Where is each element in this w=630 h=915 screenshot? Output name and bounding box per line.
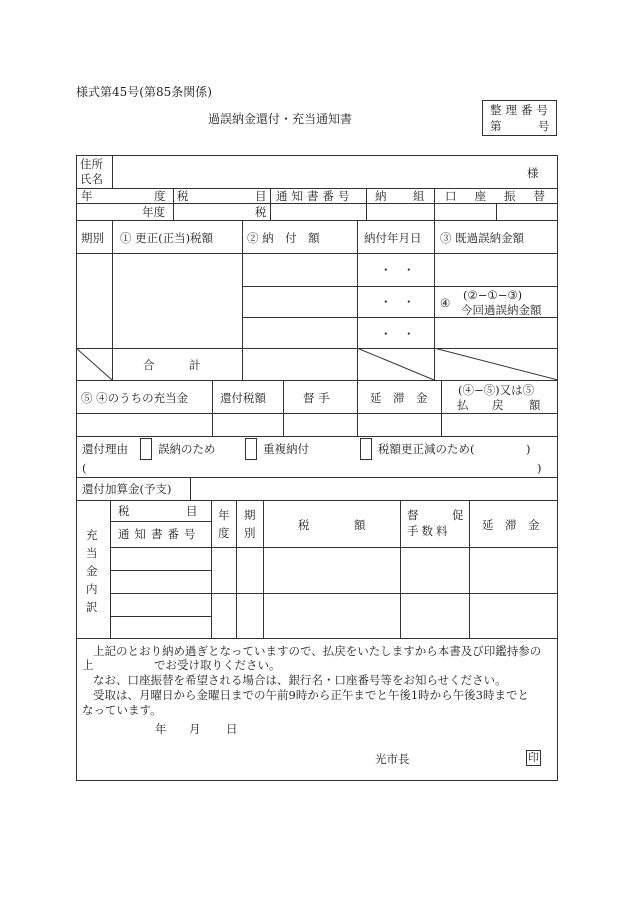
col-existing-overpayment: ③ 既過誤納金額 bbox=[440, 231, 525, 245]
col-refund-tax: 還付税額 bbox=[220, 391, 266, 405]
col-delay-charge: 延 滞 金 bbox=[370, 391, 428, 405]
reason-checkbox-duplicate[interactable] bbox=[245, 438, 257, 460]
address-label: 住所 bbox=[80, 157, 103, 171]
col-payment-date: 納付年月日 bbox=[364, 231, 422, 245]
reference-number-label: 整理番号 bbox=[490, 103, 552, 117]
payment-date-1: ・ ・ bbox=[380, 263, 415, 277]
alloc-notice-number: 通知書番号 bbox=[118, 527, 201, 541]
reason-paren-open: ( bbox=[82, 461, 87, 475]
alloc-fee-c: 手数料 bbox=[407, 524, 451, 538]
header-fiscal-year: 年度 bbox=[142, 205, 165, 219]
note-line-5: なっています。 bbox=[82, 703, 162, 717]
refund-label-b: 戻 bbox=[492, 398, 504, 412]
header-tax: 税 bbox=[177, 189, 189, 203]
alloc-delay-charge: 延 滞 金 bbox=[482, 518, 540, 532]
col-period: 期別 bbox=[81, 231, 104, 245]
alloc-fee-b: 促 bbox=[452, 508, 464, 522]
alloc-tax-item-a: 税 bbox=[118, 504, 130, 518]
header-pay: 納 bbox=[375, 189, 387, 203]
header-notice-number: 通知書番号 bbox=[276, 189, 354, 203]
refund-formula: (④−⑤)又は⑤ bbox=[458, 383, 535, 397]
issuer-name: 光市長 bbox=[375, 752, 410, 766]
header-tax-2: 税 bbox=[255, 205, 267, 219]
note-line-2a: 上 bbox=[82, 658, 94, 672]
col-allocated-amount: ⑤ ④のうちの充当金 bbox=[81, 391, 189, 405]
form-title: 過誤納金還付・充当通知書 bbox=[208, 112, 353, 126]
allocation-side-2: 当 bbox=[86, 546, 98, 560]
allocation-side-3: 金 bbox=[86, 564, 98, 578]
notice-date-year: 年 bbox=[155, 722, 167, 736]
allocation-side-1: 充 bbox=[86, 528, 98, 542]
allocation-side-5: 訳 bbox=[86, 600, 98, 614]
alloc-year-2: 度 bbox=[218, 526, 230, 540]
total-label: 合 計 bbox=[143, 358, 201, 372]
payment-date-3: ・ ・ bbox=[380, 327, 415, 341]
reason-reassessment-close: ) bbox=[526, 442, 531, 456]
header-degree: 度 bbox=[154, 189, 166, 203]
col-paid-amount: ② 納 付 額 bbox=[247, 231, 320, 245]
reason-checkbox-reassessment[interactable] bbox=[360, 438, 372, 460]
c4-formula: (②−①−③) bbox=[463, 288, 523, 302]
refund-interest-label: 還付加算金(予支) bbox=[82, 482, 172, 496]
header-group: 組 bbox=[413, 189, 425, 203]
c4-label: 今回過誤納金額 bbox=[461, 303, 542, 317]
refund-label-c: 額 bbox=[529, 398, 541, 412]
col-demand-fee: 督 手 bbox=[303, 391, 330, 405]
note-line-2b: でお受け取りください。 bbox=[154, 658, 281, 672]
allocation-side-4: 内 bbox=[86, 582, 98, 596]
notice-date-month: 月 bbox=[189, 722, 201, 736]
form-number: 様式第45号(第85条関係) bbox=[76, 85, 212, 99]
c4-mark: ④ bbox=[440, 296, 451, 310]
reference-number-prefix: 第 bbox=[490, 119, 502, 133]
alloc-period-1: 期 bbox=[244, 508, 256, 522]
note-line-1: 上記のとおり納め過ぎとなっていますので、払戻をいたしますから本書及び印鑑持参の bbox=[93, 644, 542, 658]
notice-date-day: 日 bbox=[226, 722, 238, 736]
note-line-4: 受取は、月曜日から金曜日までの午前9時から正午までと午後1時から午後3時までと bbox=[93, 688, 529, 702]
alloc-year-1: 年 bbox=[218, 508, 230, 522]
reason-paren-close: ) bbox=[537, 461, 542, 475]
alloc-period-2: 別 bbox=[244, 526, 256, 540]
refund-label-a: 払 bbox=[457, 398, 469, 412]
reason-duplicate: 重複納付 bbox=[263, 442, 309, 456]
reason-overpayment: 誤納のため bbox=[158, 442, 216, 456]
reason-checkbox-overpayment[interactable] bbox=[140, 438, 152, 460]
alloc-tax-item-b: 目 bbox=[186, 504, 198, 518]
alloc-fee-a: 督 bbox=[407, 508, 419, 522]
reason-reassessment: 税額更正減のため( bbox=[378, 442, 475, 456]
header-year: 年 bbox=[81, 189, 93, 203]
alloc-tax-amount-b: 額 bbox=[354, 518, 366, 532]
seal-mark: 印 bbox=[528, 751, 539, 764]
header-item: 目 bbox=[255, 189, 267, 203]
reason-label: 還付理由 bbox=[82, 442, 128, 456]
note-line-3: なお、口座振替を希望される場合は、銀行名・口座番号等をお知らせください。 bbox=[93, 673, 507, 687]
payment-date-2: ・ ・ bbox=[380, 295, 415, 309]
alloc-tax-amount-a: 税 bbox=[298, 518, 310, 532]
name-label: 氏名 bbox=[80, 172, 103, 186]
honorific: 様 bbox=[527, 166, 539, 180]
reference-number-suffix: 号 bbox=[538, 119, 550, 133]
col-corrected-tax: ① 更正(正当)税額 bbox=[120, 231, 214, 245]
header-account-transfer: 口座振替 bbox=[445, 189, 563, 203]
